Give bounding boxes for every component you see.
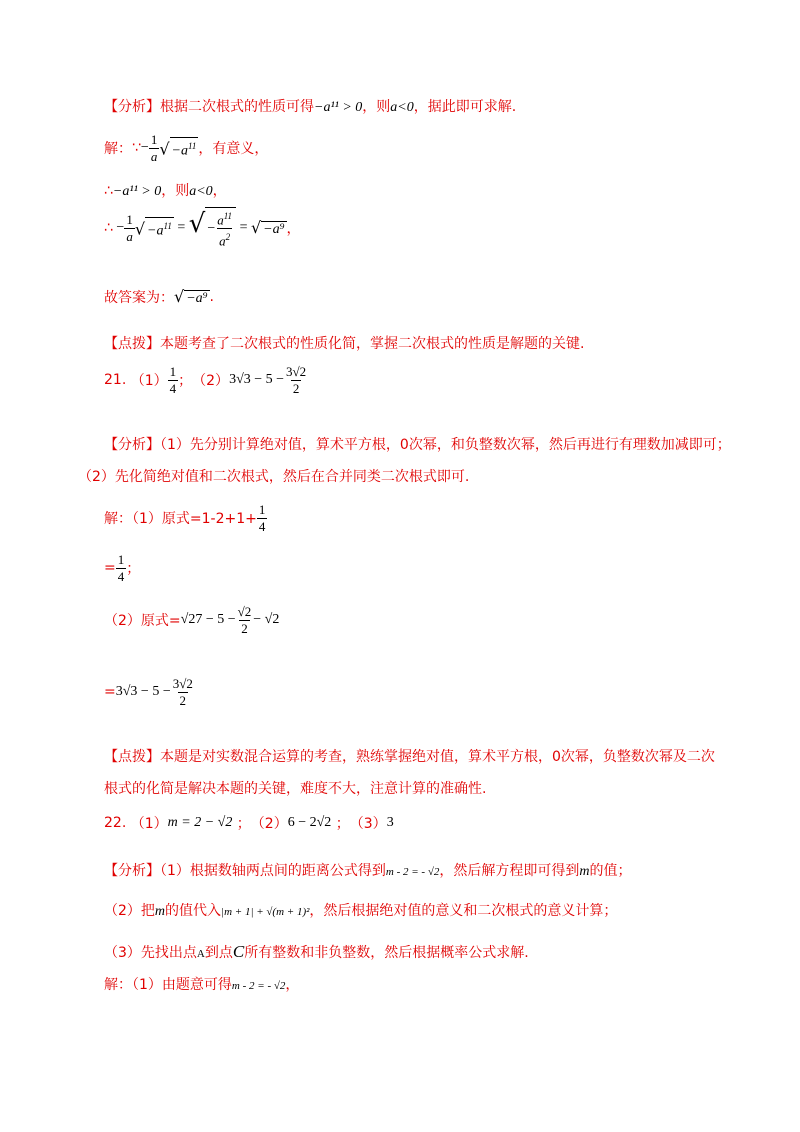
math-expr: m - 2 = - √2 — [231, 980, 286, 992]
solution-label: 解： — [104, 141, 132, 157]
analysis-tag: 【分析】 — [104, 437, 160, 453]
math-expr: m = 2 − √2 — [167, 815, 233, 830]
remark-text: 本题考查了二次根式的性质化简，掌握二次根式的性质是解题的关键. — [160, 336, 585, 352]
analysis-line — [78, 466, 469, 486]
analysis-text: （1）先分别计算绝对值，算术平方根，0次幂，和负整数次幂，然后再进行有理数加减即可； — [160, 437, 731, 453]
then-text: ，则 — [161, 183, 190, 199]
math-var: m — [579, 864, 590, 879]
math-expr: 6 − 2√2 — [287, 815, 332, 830]
part2-line — [104, 600, 279, 640]
part2-result-line — [104, 672, 195, 712]
sqrt-a9: √ −a⁹ — [174, 287, 208, 306]
math-expr: 3 — [386, 815, 394, 830]
therefore-symbol: ∴ — [104, 183, 113, 199]
analysis-text: （3）先找出点 — [104, 945, 197, 961]
analysis-text: （1）根据数轴两点间的距离公式得到 — [160, 863, 386, 879]
math-expr: 3√3 − 5 − — [229, 372, 285, 387]
analysis-line — [104, 860, 632, 880]
fraction: $\frac{1}{a}$ — [126, 211, 133, 244]
math-a-negative: a<0 — [390, 100, 414, 115]
semicolon: ； — [126, 561, 141, 577]
solution-line — [104, 974, 299, 994]
solution-line — [104, 498, 267, 538]
fraction: $\frac{3√2}{2}$ — [172, 675, 193, 708]
math-expr: √27 − 5 − — [180, 612, 236, 627]
math-condition: −a¹¹ > 0 — [314, 100, 363, 115]
part-label: （3） — [349, 816, 387, 832]
analysis-tag: 【分析】 — [104, 99, 160, 115]
sqrt-expr: √ $-a^{11}$ — [159, 137, 198, 160]
point-label: A — [196, 948, 205, 960]
math-condition: −a¹¹ > 0 — [112, 184, 162, 199]
part-label: （2） — [192, 373, 230, 389]
analysis-line — [104, 96, 516, 116]
question-number: 21. — [104, 372, 127, 388]
answer-line — [104, 284, 214, 310]
q22-answer-line — [104, 810, 394, 836]
solution-suffix: ，有意义， — [198, 141, 269, 157]
therefore-symbol: ∴ — [104, 220, 113, 236]
math-expr: 3√3 − 5 − — [115, 684, 171, 699]
math-a-negative: a<0 — [189, 184, 213, 199]
remark-text: 根式的化简是解决本题的关键，难度不大，注意计算的准确性. — [104, 781, 487, 797]
solution-label: 解：（1）由题意可得 — [104, 977, 232, 993]
comma: ， — [286, 221, 301, 237]
analysis-text: ，然后解方程即可得到 — [439, 863, 580, 879]
remark-tag: 【点拨】 — [104, 749, 160, 765]
analysis-text: ，然后根据绝对值的意义和二次根式的意义计算； — [309, 903, 618, 919]
math-expr: − √2 — [253, 612, 280, 627]
analysis-line — [104, 942, 529, 962]
analysis-text: （2）先化简绝对值和二次根式，然后在合并同类二次根式即可. — [78, 469, 470, 485]
sqrt-a9: √ −a⁹ — [250, 218, 285, 237]
period: . — [209, 289, 214, 305]
analysis-text: ，据此即可求解. — [413, 99, 517, 115]
math-expr: |m + 1| + √(m + 1)² — [221, 906, 310, 918]
solution-label: 解：（1）原式=1-2+1+ — [104, 511, 257, 527]
analysis-tag: 【分析】 — [104, 863, 160, 879]
analysis-text: 根据二次根式的性质可得 — [160, 99, 314, 115]
part-label: （1） — [130, 373, 168, 389]
equals: = — [104, 560, 116, 576]
fraction: $\frac{√2}{2}$ — [237, 603, 252, 636]
part-label: （2） — [250, 816, 288, 832]
remark-line — [104, 333, 584, 353]
therefore-line — [104, 180, 227, 200]
analysis-text: （2）把 — [104, 903, 155, 919]
remark-line — [104, 746, 715, 766]
fraction: $\frac{1}{4}$ — [169, 363, 177, 396]
answer-label: 故答案为： — [104, 290, 174, 306]
remark-tag: 【点拨】 — [104, 336, 160, 352]
sqrt-fraction: √ − $\frac{a^{11}}{a^2}$ — [189, 207, 236, 250]
part-label: （1） — [130, 816, 168, 832]
analysis-line — [104, 900, 617, 920]
fraction: $\frac{3√2}{2}$ — [286, 363, 307, 396]
remark-text: 本题是对实数混合运算的考查，熟练掌握绝对值，算术平方根，0次幂，负整数次幂及二次 — [160, 749, 715, 765]
analysis-line — [104, 434, 731, 454]
comma: ， — [212, 183, 227, 199]
fraction: $\frac{1}{4}$ — [117, 551, 125, 584]
math-var: m — [154, 904, 166, 919]
analysis-text: ，则 — [362, 99, 391, 115]
because-symbol: ∵ — [132, 140, 141, 156]
math-expr: m - 2 = - √2 — [385, 866, 440, 878]
q21-answer-line — [104, 360, 308, 400]
question-number: 22. — [104, 815, 127, 831]
comma: ， — [285, 977, 300, 993]
remark-line — [104, 778, 486, 798]
equals: = — [104, 684, 116, 700]
semicolon: ； — [178, 373, 193, 389]
semicolon: ； — [335, 816, 350, 832]
solution-line: 解： ∵ − $\frac{1}{a}$ √ $-a^{11}$ ，有意义， — [104, 131, 269, 164]
sqrt-expr: √ $-a^{11}$ — [135, 217, 174, 240]
semicolon: ； — [236, 816, 251, 832]
fraction: $\frac{1}{a}$ — [150, 131, 158, 164]
derivation-line: ∴ − $\frac{1}{a}$ √ $-a^{11}$ = √ − $\frac{a^{11}}{a^2}$ = √ −a⁹ ， — [104, 208, 301, 249]
result-line — [104, 548, 140, 588]
analysis-text: 所有整数和非负整数，然后根据概率公式求解. — [244, 945, 529, 961]
analysis-text: 到点 — [204, 945, 233, 961]
solution-label: （2）原式= — [104, 613, 181, 629]
fraction: $\frac{1}{4}$ — [258, 501, 266, 534]
point-label: C — [232, 942, 245, 961]
analysis-text: 的值代入 — [165, 903, 222, 919]
analysis-text: 的值； — [589, 863, 632, 879]
